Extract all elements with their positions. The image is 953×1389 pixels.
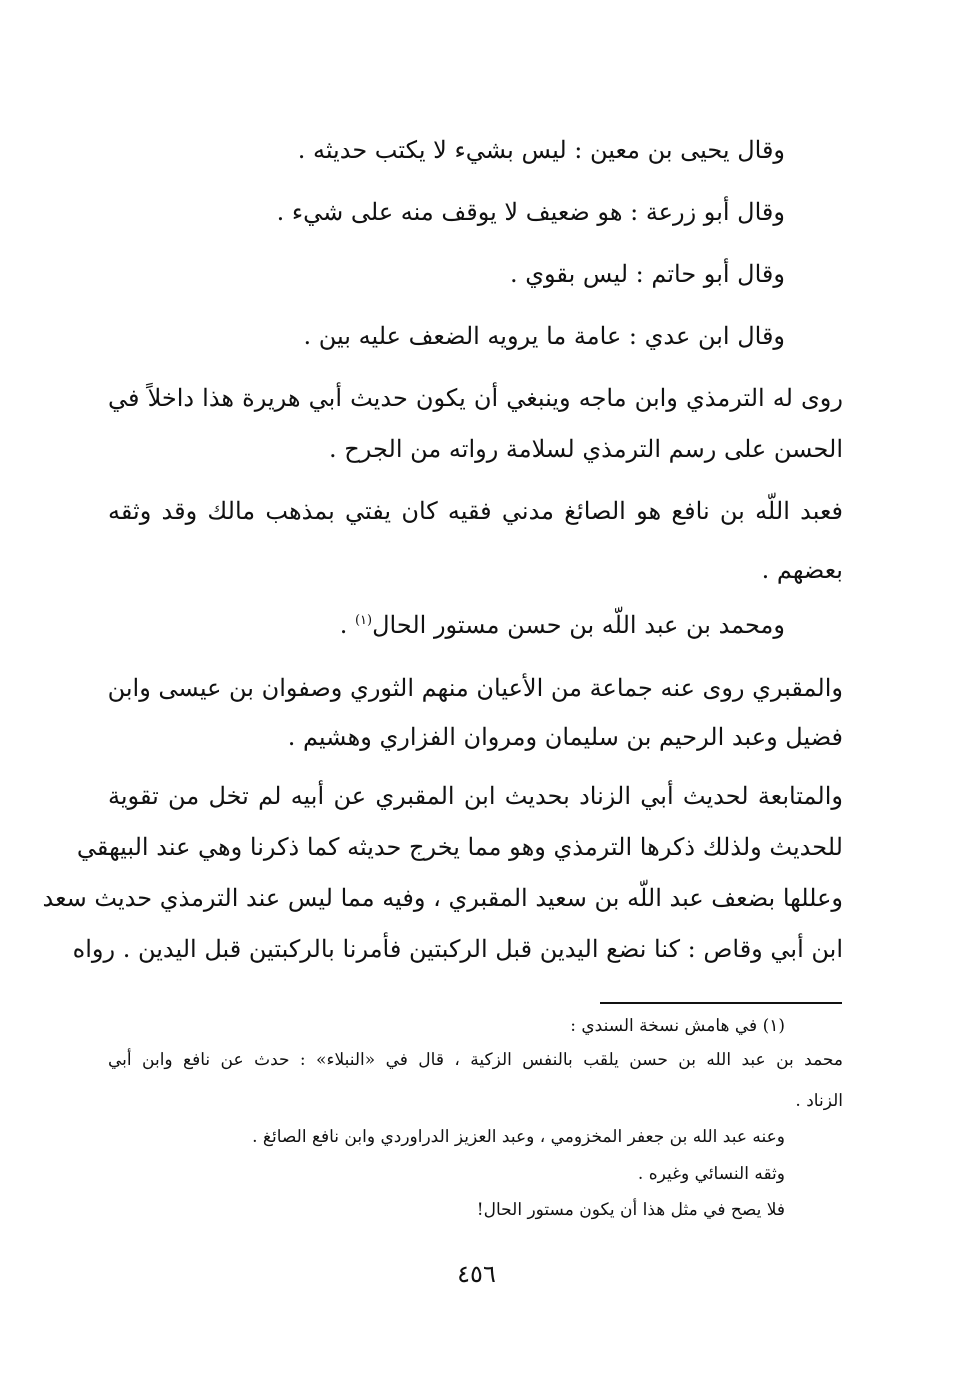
text-line-muhammad-text: ومحمد بن عبد اللّه بن حسن مستور الحال: [372, 611, 785, 639]
footnote-1-line-3: الزناد .: [795, 1091, 843, 1111]
text-line-5: روى له الترمذي وابن ماجه وينبغي أن يكون حديث أبي هريرة هذا داخلاً في: [108, 384, 843, 412]
text-line-6: الحسن على رسم الترمذي لسلامة رواته من الجرح .: [329, 435, 843, 463]
text-line-12: والمتابعة لحديث أبي الزناد بحديث ابن المقبري عن أبيه لم تخل من تقوية: [108, 782, 843, 810]
text-line-10: والمقبري روى عنه جماعة من الأعيان منهم الثوري وصفوان بن عيسى وابن: [107, 674, 843, 702]
text-line-11: فضيل وعبد الرحيم بن سليمان ومروان الفزاري وهشيم .: [287, 723, 843, 751]
footnote-1-line-4: وعنه عبد الله بن جعفر المخزومي ، وعبد العزيز الدراوردي وابن نافع الصائغ .: [252, 1127, 785, 1147]
text-line-8: بعضهم .: [761, 556, 843, 584]
text-line-15: ابن أبي وقاص : كنا نضع اليدين قبل الركبتين فأمرنا بالركبتين قبل اليدين . رواه: [72, 935, 843, 963]
text-line-yahya-ibn-main: وقال يحيى بن معين : ليس بشيء لا يكتب حديثه .: [297, 136, 785, 164]
footnote-1-line-6: فلا يصح في مثل هذا أن يكون مستور الحال!: [476, 1200, 785, 1220]
text-line-abu-hatim: وقال أبو حاتم : ليس بقوي .: [509, 260, 785, 288]
footnote-1-heading: (١) في هامش نسخة السندي :: [570, 1016, 785, 1036]
text-line-muhammad-end: .: [339, 611, 355, 639]
text-line-13: للحديث ولذلك ذكرها الترمذي وهو مما يخرج حديثه كما ذكرنا وهي عند البيهقي: [76, 833, 843, 861]
footnote-reference[interactable]: (١): [354, 613, 373, 628]
text-line-7: فعبد اللّه بن نافع هو الصائغ مدني فقيه كان يفتي بمذهب مالك وقد وثقه: [108, 497, 844, 525]
text-line-abu-zura: وقال أبو زرعة : هو ضعيف لا يوقف منه على شيء .: [276, 198, 785, 226]
footnote-separator: [600, 1002, 842, 1004]
text-line-ibn-adi: وقال ابن عدي : عامة ما يرويه الضعف عليه بين .: [303, 322, 785, 350]
text-line-muhammad: [340, 613, 785, 637]
page-number: ٤٥٦: [457, 1260, 496, 1288]
footnote-1-line-2: محمد بن عبد الله بن حسن يلقب بالنفس الزكية ، قال في «النبلاء» : حدث عن نافع وابن أبي: [108, 1050, 843, 1070]
footnote-1-line-5: وثقه النسائي وغيره .: [637, 1164, 785, 1184]
text-line-14: وعللها بضعف عبد اللّه بن سعيد المقبري ، وفيه مما ليس عند الترمذي حديث سعد: [42, 884, 843, 912]
